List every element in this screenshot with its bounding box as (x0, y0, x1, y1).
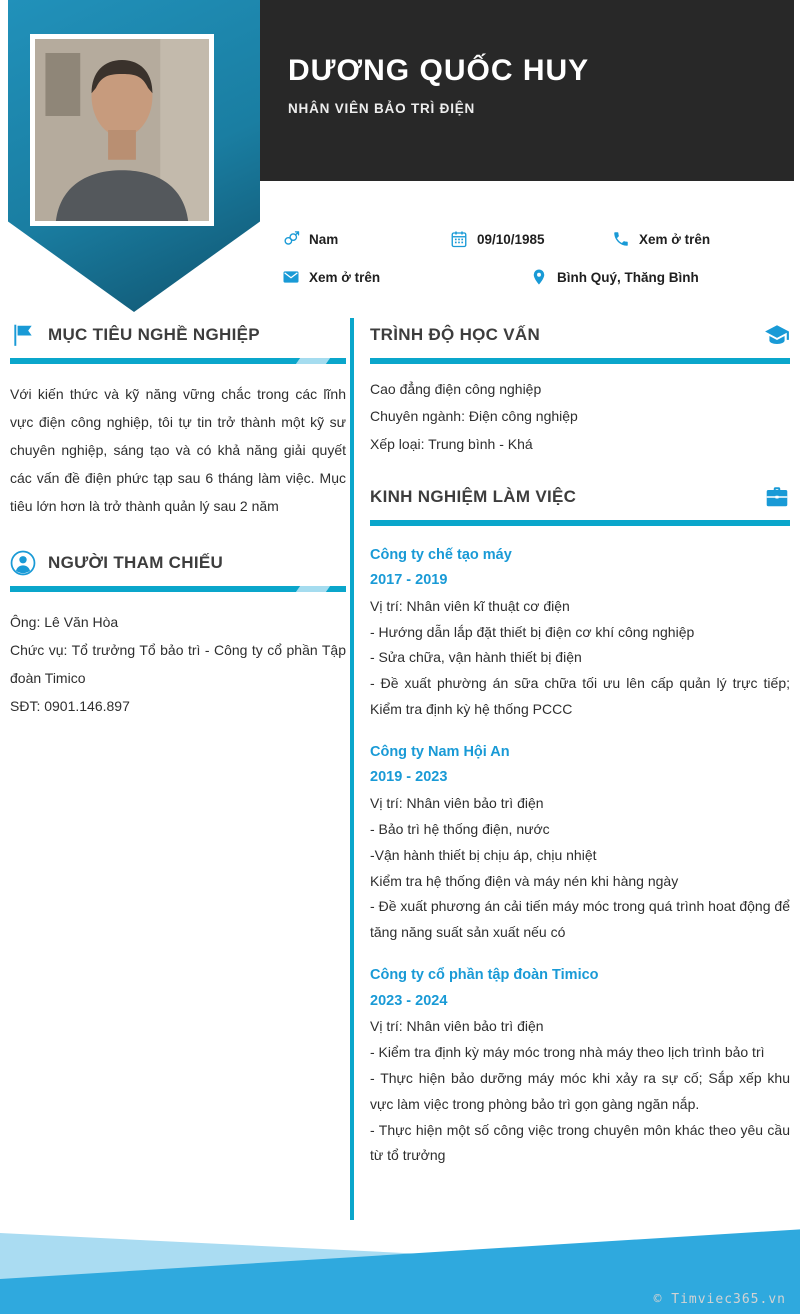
phone-icon (612, 230, 630, 248)
contact-row-2 (282, 260, 788, 294)
reference-body (10, 608, 346, 720)
section-underline (10, 358, 346, 364)
briefcase-icon (764, 484, 790, 510)
contact-info (282, 222, 788, 298)
objective-header (10, 318, 346, 352)
education-grade: Xếp loại: Trung bình - Khá (370, 435, 533, 452)
education-major: Chuyên ngành: Điện công nghiệp (370, 408, 578, 425)
job-period: 2019 - 2023 (370, 769, 448, 786)
job-entry (370, 543, 790, 723)
gender-icon (282, 230, 300, 248)
job-detail: - Hướng dẫn lắp đặt thiết bị điện cơ khí công nghiệp (370, 623, 695, 640)
reference-heading: NGƯỜI THAM CHIẾU (48, 553, 224, 572)
location-icon (530, 268, 548, 286)
experience-heading: KINH NGHIỆM LÀM VIỆC (370, 486, 577, 506)
header (258, 0, 794, 181)
job-company: Công ty Nam Hội An (370, 744, 510, 761)
job-period: 2017 - 2019 (370, 572, 448, 589)
job-detail: - Đề xuất phương án cải tiến máy móc trong quá trình hoat động để tăng năng suất sản xuất nếu có (370, 898, 790, 941)
phone-item (612, 230, 710, 248)
reference-position: Chức vụ: Tổ trưởng Tổ bảo trì - Công ty cổ phần Tập đoàn Timico (10, 642, 346, 686)
person-icon (10, 550, 36, 576)
section-underline (10, 586, 346, 592)
portrait-placeholder (35, 39, 209, 221)
section-underline (370, 358, 790, 364)
reference-header (10, 546, 346, 580)
right-column (354, 318, 790, 1220)
job-detail: - Đề xuất phường án sữa chữa tối ưu lên cấp quản lý trực tiếp; Kiểm tra định kỳ hệ thống PCCC (370, 675, 790, 718)
candidate-name: DƯƠNG QUỐC HUY (288, 54, 590, 87)
education-degree: Cao đẳng điện công nghiệp (370, 381, 542, 397)
experience-header (370, 480, 790, 514)
dob-item (450, 230, 612, 248)
experience-section (370, 480, 790, 1169)
job-detail: Vị trí: Nhân viên bảo trì điện (370, 1017, 544, 1034)
reference-phone: SĐT: 0901.146.897 (10, 698, 130, 714)
job-detail: -Vận hành thiết bị chịu áp, chịu nhiệt (370, 846, 597, 863)
email-value: Xem ở trên (309, 269, 381, 285)
flag-icon (10, 322, 36, 348)
job-detail: Vị trí: Nhân viên kĩ thuật cơ điện (370, 597, 570, 614)
section-underline (370, 520, 790, 526)
job-entry (370, 963, 790, 1169)
dob-value: 09/10/1985 (477, 231, 545, 247)
job-company: Công ty chế tạo máy (370, 546, 512, 563)
job-company: Công ty cổ phần tập đoàn Timico (370, 967, 599, 984)
contact-row-1 (282, 222, 788, 256)
email-icon (282, 268, 300, 286)
job-detail: Vị trí: Nhân viên bảo trì điện (370, 794, 544, 811)
job-entry (370, 740, 790, 946)
education-body (370, 376, 790, 458)
objective-section (10, 318, 346, 520)
candidate-title: NHÂN VIÊN BẢO TRÌ ĐIỆN (288, 101, 476, 116)
graduation-cap-icon (764, 322, 790, 348)
objective-heading: MỤC TIÊU NGHỀ NGHIỆP (48, 325, 260, 344)
content-columns (10, 318, 790, 1220)
profile-photo (30, 34, 214, 226)
watermark: © Timviec365.vn (653, 1292, 786, 1307)
email-item (282, 268, 530, 286)
reference-name: Ông: Lê Văn Hòa (10, 614, 119, 630)
address-item (530, 268, 699, 286)
job-detail: - Sửa chữa, vận hành thiết bị điện (370, 649, 582, 666)
objective-text: Với kiến thức và kỹ năng vững chắc trong các lĩnh vực điện công nghiệp, tôi tự tin trở thành một kỹ sư chuyên nghiệp, sáng tạo và có khả năng giải quyết các vấn đề điện phức tạp sau 6 tháng làm việc. Mục tiêu lớn hơn là trở thành quản lý sau 2 năm (10, 386, 346, 514)
calendar-icon (450, 230, 468, 248)
job-period: 2023 - 2024 (370, 992, 448, 1009)
address-value: Bình Quý, Thăng Bình (557, 269, 699, 285)
job-detail: - Thực hiện một số công việc trong chuyên môn khác theo yêu cầu từ tổ trưởng (370, 1121, 790, 1164)
job-detail: Kiểm tra hệ thống điện và máy nén khi hàng ngày (370, 872, 679, 889)
phone-value: Xem ở trên (639, 231, 711, 247)
education-heading: TRÌNH ĐỘ HỌC VẤN (370, 325, 541, 344)
job-detail: - Thực hiện bảo dưỡng máy móc khi xảy ra sự cố; Sắp xếp khu vực làm việc trong phòng bảo trì gọn gàng ngăn nắp. (370, 1069, 790, 1112)
job-detail: - Bảo trì hệ thống điện, nước (370, 820, 550, 837)
education-header (370, 318, 790, 352)
gender-item (282, 230, 450, 248)
photo-banner (8, 0, 260, 312)
gender-value: Nam (309, 231, 339, 247)
footer (0, 1222, 800, 1314)
reference-section (10, 546, 346, 720)
education-section (370, 318, 790, 458)
job-detail: - Kiểm tra định kỳ máy móc trong nhà máy theo lịch trình bảo trì (370, 1043, 765, 1060)
left-column (10, 318, 346, 1220)
